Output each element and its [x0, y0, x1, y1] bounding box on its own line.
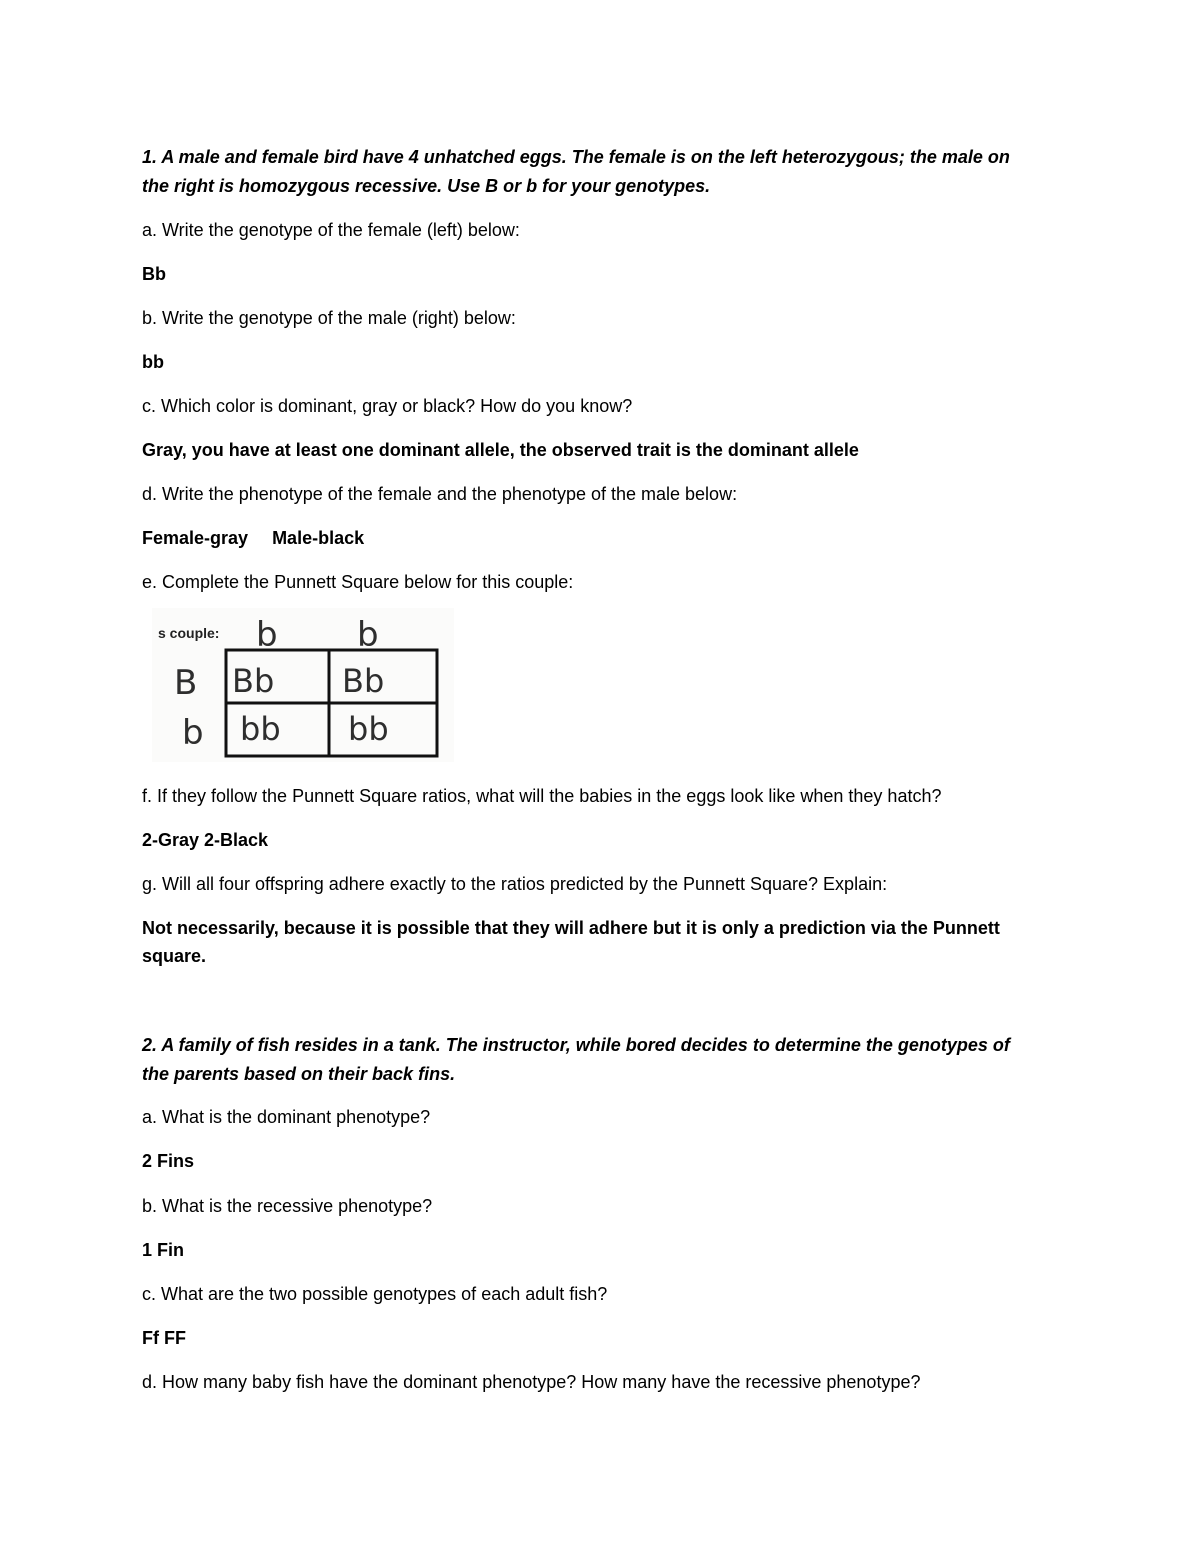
q2b-answer: 1 Fin: [142, 1240, 185, 1260]
q2c-answer: Ff FF: [142, 1328, 186, 1348]
punnett-col-header-2: b: [357, 615, 379, 655]
q1-prompt-line1: 1. A male and female bird have 4 unhatched eggs. The female is on the left heterozygous; the male on: [142, 147, 1010, 167]
q1c-question: c. Which color is dominant, gray or black? How do you know?: [142, 396, 633, 416]
q1f-answer: 2-Gray 2-Black: [142, 830, 269, 850]
q2a-answer: 2 Fins: [142, 1151, 195, 1171]
punnett-col-header-1: b: [256, 615, 278, 655]
q1d-answer-male: Male-black: [272, 528, 365, 548]
punnett-caption: s couple:: [158, 625, 220, 641]
q1e-question: e. Complete the Punnett Square below for this couple:: [142, 572, 574, 592]
q2-prompt-line2: the parents based on their back fins.: [142, 1064, 456, 1084]
q1d-question: d. Write the phenotype of the female and the phenotype of the male below:: [142, 484, 738, 504]
punnett-row-header-2: b: [182, 713, 204, 753]
punnett-row-header-1: B: [174, 663, 198, 703]
q2b-question: b. What is the recessive phenotype?: [142, 1196, 433, 1216]
punnett-cell-2-1: bb: [240, 710, 281, 748]
q1d-answer-female: Female-gray: [142, 528, 249, 548]
q1g-question: g. Will all four offspring adhere exactly to the ratios predicted by the Punnett Square? Explain:: [142, 874, 888, 894]
q1g-answer-line1: Not necessarily, because it is possible that they will adhere but it is only a prediction via the Punnett: [142, 918, 1000, 938]
punnett-cell-1-1: Bb: [232, 662, 275, 700]
q1-prompt-line2: the right is homozygous recessive. Use B or b for your genotypes.: [142, 176, 711, 196]
q2d-question: d. How many baby fish have the dominant phenotype? How many have the recessive phenotype?: [142, 1372, 921, 1392]
q2-prompt-line1: 2. A family of fish resides in a tank. The instructor, while bored decides to determine the genotypes of: [142, 1035, 1010, 1055]
punnett-cell-1-2: Bb: [342, 662, 385, 700]
q1b-answer: bb: [142, 352, 164, 372]
q1a-question: a. Write the genotype of the female (left) below:: [142, 220, 520, 240]
punnett-square-image: [152, 608, 454, 762]
q2a-question: a. What is the dominant phenotype?: [142, 1107, 431, 1127]
q1d-answer: [142, 524, 364, 552]
q1c-answer: Gray, you have at least one dominant allele, the observed trait is the dominant allele: [142, 440, 859, 460]
q1b-question: b. Write the genotype of the male (right) below:: [142, 308, 516, 328]
q1g-answer-line2: square.: [142, 946, 207, 966]
q1f-question: f. If they follow the Punnett Square ratios, what will the babies in the eggs look like when they hatch?: [142, 786, 942, 806]
punnett-cell-2-2: bb: [348, 710, 389, 748]
q1a-answer: Bb: [142, 264, 166, 284]
q2c-question: c. What are the two possible genotypes of each adult fish?: [142, 1284, 608, 1304]
punnett-square: [152, 608, 454, 762]
